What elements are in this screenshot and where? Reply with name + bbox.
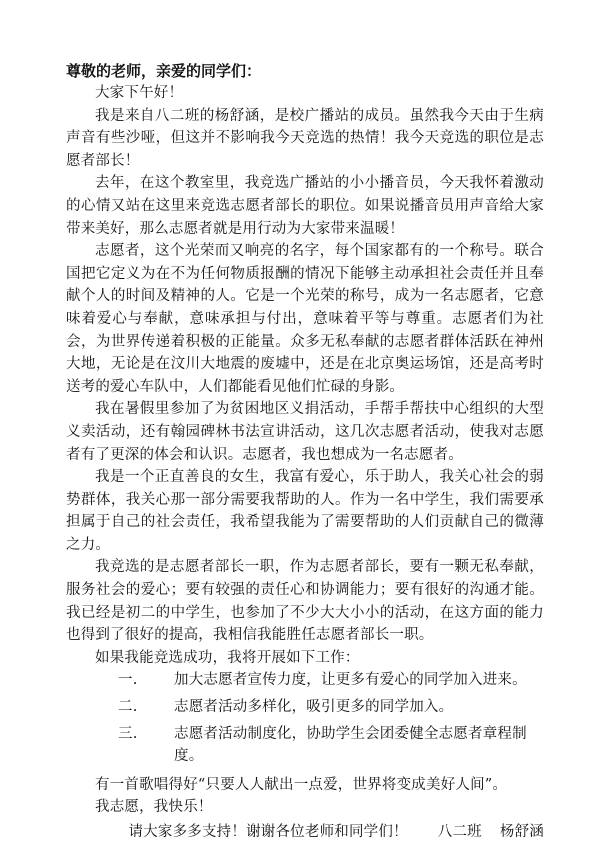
plan-number: 三. <box>118 725 138 742</box>
speech-body <box>66 82 544 844</box>
paragraph-last-year: 去年，在这个教室里，我竞选广播站的小小播音员，今天我怀着激动的心情又站在这里来竞选志愿者部长的职位。如果说播音员用声音给大家带来美好，那么志愿者就是用行动为大家带来温暖！ <box>66 175 544 237</box>
greeting: 大家下午好！ <box>95 85 184 101</box>
song-line: 有一首歌唱得好“只要人人献出一点爱，世界将变成美好人间”。 <box>95 776 508 793</box>
signoff <box>66 821 544 844</box>
plan-text: 志愿者活动制度化，协助学生会团委健全志愿者章程制度。 <box>174 725 527 765</box>
paragraph-intro: 我是来自八二班的杨舒涵，是校广播站的成员。虽然我今天由于生病声音有些沙哑，但这并不影响我今天竞选的热情！我今天竞选的职位是志愿者部长！ <box>66 107 544 169</box>
motto: 我志愿，我快乐！ <box>95 799 213 816</box>
paragraph-qualifications: 我竞选的是志愿者部长一职，作为志愿者部长，要有一颗无私奉献，服务社会的爱心；要有较强的责任心和协调能力；要有很好的沟通才能。我已经是初二的中学生，也参加了不少大大小小的活动，在这方面的能力也得到了很好的提高，我相信我能胜任志愿者部长一职。 <box>66 559 544 644</box>
plan-number: 二. <box>118 699 138 716</box>
closing-section <box>66 774 544 844</box>
class-name: 八二班 <box>437 824 482 840</box>
plan-item <box>66 696 544 719</box>
author-name: 杨舒涵 <box>499 824 544 840</box>
plan-number: 一. <box>118 672 138 689</box>
plan-text: 加大志愿者宣传力度，让更多有爱心的同学加入进来。 <box>174 672 527 689</box>
plan-list <box>66 669 544 767</box>
plan-item <box>66 723 544 768</box>
paragraph-summer-activities: 我在暑假里参加了为贫困地区义捐活动，手帮手帮扶中心组织的大型义卖活动，还有翰园碑林书法宣讲活动，这几次志愿者活动，使我对志愿者有了更深的体会和认识。志愿者，我也想成为一名志愿者。 <box>66 401 544 463</box>
salutation: 尊敬的老师，亲爱的同学们： <box>66 62 262 80</box>
plan-text: 志愿者活动多样化，吸引更多的同学加入。 <box>174 699 454 716</box>
paragraph-volunteer-definition: 志愿者，这个光荣而又响亮的名字，每个国家都有的一个称号。联合国把它定义为在不为任何物质报酬的情况下能够主动承担社会责任并且奉献个人的时间及精神的人。它是一个光荣的称号，成为一名志愿者，它意味着爱心与奉献，意味承担与付出，意味着平等与尊重。志愿者们为社会，为世界传递着积极的正能量。众多无私奉献的志愿者群体活跃在神州大地，无论是在汶川大地震的废墟中，还是在北京奥运场馆，还是高考时送考的爱心车队中，人们都能看见他们忙碌的身影。 <box>66 243 544 395</box>
paragraph-plan-intro: 如果我能竞选成功，我将开展如下工作： <box>95 649 360 666</box>
thanks-text: 请大家多多支持！谢谢各位老师和同学们！ <box>128 824 408 840</box>
paragraph-self-description: 我是一个正直善良的女生，我富有爱心，乐于助人，我关心社会的弱势群体，我关心那一部分需要我帮助的人。作为一名中学生，我们需要承担属于自己的社会责任，我希望我能为了需要帮助的人们贡献自己的微薄之力。 <box>66 469 544 553</box>
plan-item <box>66 669 544 692</box>
